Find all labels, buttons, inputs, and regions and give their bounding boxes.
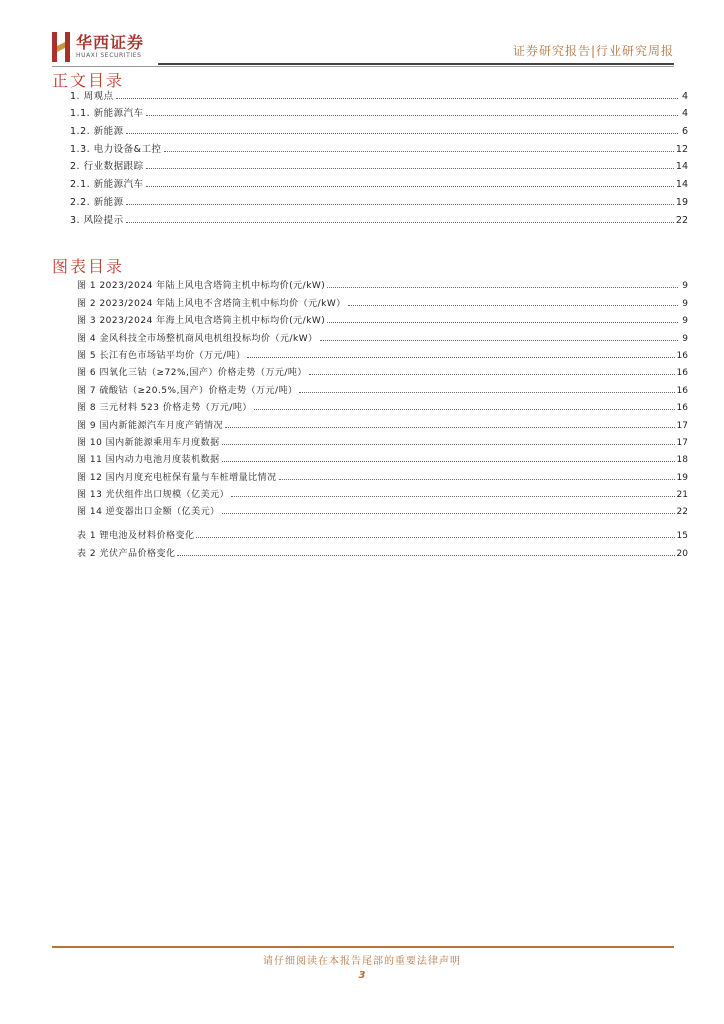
dot-leader bbox=[225, 427, 675, 428]
table-entry-page: 20 bbox=[676, 548, 688, 559]
table-entry[interactable] bbox=[77, 541, 688, 558]
toc-entry-page: 4 bbox=[681, 90, 688, 102]
toc-entry[interactable] bbox=[70, 119, 688, 137]
dot-leader bbox=[196, 537, 674, 538]
dot-leader bbox=[146, 168, 674, 169]
toc-entry[interactable] bbox=[70, 84, 688, 102]
toc-entry-label: 2.1. 新能源汽车 bbox=[70, 179, 144, 191]
toc-entry-label: 2. 行业数据跟踪 bbox=[70, 161, 144, 173]
toc-entry-page: 12 bbox=[675, 143, 688, 155]
dot-leader bbox=[146, 186, 674, 187]
table-entry-page: 15 bbox=[676, 531, 688, 542]
dot-leader bbox=[231, 496, 674, 497]
huaxi-logo-icon bbox=[52, 32, 70, 62]
figure-entry-label: 图 10 国内新能源乘用车月度数据 bbox=[77, 437, 220, 448]
toc-entry-label: 2.2. 新能源 bbox=[70, 196, 124, 208]
dot-leader bbox=[327, 322, 678, 323]
toc-entry-label: 3. 风险提示 bbox=[70, 214, 124, 226]
figure-entry[interactable] bbox=[77, 274, 688, 291]
dot-leader bbox=[254, 409, 675, 410]
toc-entry-page: 4 bbox=[681, 108, 688, 120]
figure-entry-page: 18 bbox=[676, 455, 688, 466]
figure-entry-page: 19 bbox=[676, 472, 688, 483]
toc-entry[interactable] bbox=[70, 102, 688, 120]
logo-en-text: HUAXI SECURITIES bbox=[76, 52, 142, 59]
table-entry-label: 表 2 光伏产品价格变化 bbox=[77, 548, 176, 559]
toc-entry[interactable] bbox=[70, 137, 688, 155]
legal-notice: 请仔细阅读在本报告尾部的重要法律声明 bbox=[263, 956, 461, 967]
figure-entry[interactable] bbox=[77, 326, 688, 343]
dot-leader bbox=[146, 115, 678, 116]
figure-entry-label: 图 11 国内动力电池月度装机数据 bbox=[77, 455, 220, 466]
figure-entry-label: 图 3 2023/2024 年海上风电含塔筒主机中标均价(元/kW) bbox=[77, 316, 326, 327]
dot-leader bbox=[126, 222, 674, 223]
header-rule bbox=[158, 63, 674, 65]
figure-entry-label: 图 9 国内新能源汽车月度产销情况 bbox=[77, 420, 223, 431]
figure-entry-label: 图 12 国内月度充电桩保有量与车桩增量比情况 bbox=[77, 472, 277, 483]
toc-title: 正文目录 bbox=[52, 71, 125, 90]
figure-entry-page: 9 bbox=[682, 281, 688, 292]
toc-entry-label: 1.3. 电力设备&工控 bbox=[70, 143, 162, 155]
dot-leader bbox=[222, 444, 675, 445]
figure-entry-page: 16 bbox=[676, 368, 688, 379]
toc-entry-page: 19 bbox=[675, 196, 688, 208]
figure-entry-label: 图 2 2023/2024 年陆上风电不含塔筒主机中标均价（元/kW） bbox=[77, 298, 346, 309]
toc-list bbox=[70, 84, 688, 226]
figure-entry-page: 17 bbox=[676, 420, 688, 431]
figure-entry-label: 图 8 三元材料 523 价格走势（万元/吨） bbox=[77, 403, 252, 414]
dot-leader bbox=[320, 340, 678, 341]
figure-entry-label: 图 6 四氧化三钴（≥72%,国产）价格走势（万元/吨） bbox=[77, 368, 307, 379]
toc-entry-page: 14 bbox=[675, 161, 688, 173]
figure-entry[interactable] bbox=[77, 344, 688, 361]
table-entry-label: 表 1 锂电池及材料价格变化 bbox=[77, 531, 195, 542]
figure-entry-page: 16 bbox=[676, 385, 688, 396]
figure-entry-label: 图 13 光伏组件出口规模（亿美元） bbox=[77, 490, 230, 501]
figure-entry-page: 9 bbox=[682, 333, 688, 344]
figure-entry-page: 17 bbox=[676, 437, 688, 448]
report-type: 证券研究报告|行业研究周报 bbox=[512, 44, 674, 58]
toc-entry-page: 22 bbox=[675, 214, 688, 226]
figure-entry-label: 图 4 金风科技全市场整机商风电机组投标均价（元/kW） bbox=[77, 333, 318, 344]
toc-entry[interactable] bbox=[70, 208, 688, 226]
figure-entry[interactable] bbox=[77, 483, 688, 500]
dot-leader bbox=[164, 151, 674, 152]
page-number: 3 bbox=[358, 970, 366, 981]
dot-leader bbox=[222, 461, 675, 462]
dot-leader bbox=[126, 204, 674, 205]
figure-entry[interactable] bbox=[77, 309, 688, 326]
huaxi-logo bbox=[52, 32, 144, 62]
table-list bbox=[77, 524, 688, 559]
figure-entry[interactable] bbox=[77, 361, 688, 378]
toc-entry-page: 14 bbox=[675, 179, 688, 191]
dot-leader bbox=[309, 374, 675, 375]
figure-entry[interactable] bbox=[77, 500, 688, 517]
toc-entry[interactable] bbox=[70, 172, 688, 190]
figure-entry-page: 9 bbox=[682, 316, 688, 327]
figure-entry-page: 21 bbox=[676, 490, 688, 501]
footer-rule bbox=[52, 946, 674, 948]
dot-leader bbox=[222, 513, 675, 514]
figure-entry-page: 22 bbox=[676, 507, 688, 518]
figure-entry-label: 图 7 硫酸钴（≥20.5%,国产）价格走势（万元/吨） bbox=[77, 385, 298, 396]
dot-leader bbox=[348, 305, 678, 306]
dot-leader bbox=[327, 287, 678, 288]
dot-leader bbox=[116, 98, 678, 99]
figure-entry-label: 图 1 2023/2024 年陆上风电含塔筒主机中标均价(元/kW) bbox=[77, 281, 326, 292]
dot-leader bbox=[177, 555, 674, 556]
dot-leader bbox=[247, 357, 674, 358]
toc-entry[interactable] bbox=[70, 190, 688, 208]
logo-cn-text: 华西证券 bbox=[76, 33, 145, 52]
report-header bbox=[52, 30, 674, 66]
figure-entry-page: 9 bbox=[682, 298, 688, 309]
figures-title: 图表目录 bbox=[52, 257, 125, 276]
figure-list bbox=[77, 274, 688, 517]
figure-entry[interactable] bbox=[77, 378, 688, 395]
toc-entry-label: 1.2. 新能源 bbox=[70, 126, 124, 138]
figure-entry-page: 16 bbox=[676, 403, 688, 414]
toc-entry-label: 1. 周观点 bbox=[70, 90, 114, 102]
table-entry[interactable] bbox=[77, 524, 688, 541]
figure-entry[interactable] bbox=[77, 448, 688, 465]
figure-entry-label: 图 14 逆变器出口金额（亿美元） bbox=[77, 507, 220, 518]
figure-entry[interactable] bbox=[77, 396, 688, 413]
toc-entry-page: 6 bbox=[681, 126, 688, 138]
figure-entry[interactable] bbox=[77, 431, 688, 448]
toc-entry[interactable] bbox=[70, 155, 688, 173]
header-rule-thin bbox=[52, 66, 674, 67]
figure-entry-page: 16 bbox=[676, 350, 688, 361]
toc-entry-label: 1.1. 新能源汽车 bbox=[70, 108, 144, 120]
figure-entry[interactable] bbox=[77, 291, 688, 308]
figure-entry[interactable] bbox=[77, 465, 688, 482]
dot-leader bbox=[299, 392, 674, 393]
figure-entry-label: 图 5 长江有色市场钴平均价（万元/吨） bbox=[77, 350, 246, 361]
figure-entry[interactable] bbox=[77, 413, 688, 430]
dot-leader bbox=[279, 479, 675, 480]
dot-leader bbox=[126, 133, 678, 134]
